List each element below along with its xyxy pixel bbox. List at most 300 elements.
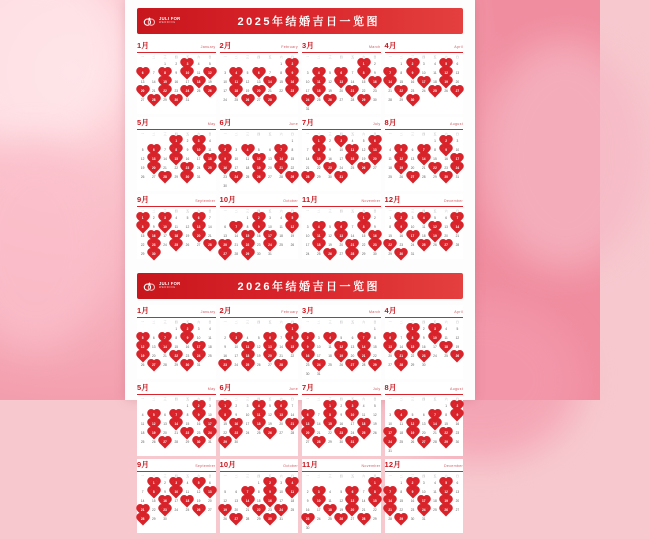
lucky-day-cell: 3: [347, 402, 358, 411]
month-header: [220, 40, 299, 53]
day-cell-empty: [220, 479, 231, 488]
weekday-label: 一: [141, 397, 145, 401]
day-cell: 1: [280, 62, 283, 66]
calendar-2026: [125, 273, 475, 539]
day-cell: 3: [306, 71, 309, 75]
day-cell: 10: [305, 80, 310, 84]
month-number-label: 7月: [302, 118, 315, 127]
day-cell: 13: [421, 422, 426, 426]
month-english-label: May: [207, 387, 216, 391]
day-cell: 11: [433, 71, 437, 75]
month-english-label: August: [450, 122, 463, 126]
day-cell: 2: [422, 327, 425, 331]
weekday-label: 日: [373, 397, 377, 401]
lucky-day-cell: 19: [407, 429, 418, 438]
weekday-label: 六: [197, 474, 201, 478]
weekday-label: 日: [373, 132, 377, 136]
day-cell: 3: [209, 404, 211, 408]
days-grid: [302, 325, 381, 379]
weekday-label: 六: [279, 55, 283, 59]
lucky-day-cell: 19: [441, 497, 452, 506]
lucky-day-cell: 11: [347, 146, 358, 155]
weekday-label: 三: [246, 55, 250, 59]
weekday-label: 六: [362, 474, 366, 478]
weekday-label: 三: [163, 397, 167, 401]
calendar-banner: [137, 273, 463, 299]
day-cell: 21: [421, 166, 426, 170]
day-cell: 14: [350, 80, 355, 84]
weekday-label: 二: [399, 55, 403, 59]
weekday-label: 六: [279, 132, 283, 136]
day-cell: 15: [152, 499, 156, 503]
day-cell: 12: [185, 225, 190, 229]
day-cell: 25: [328, 517, 332, 521]
day-cell: 6: [209, 481, 211, 485]
lucky-day-cell: 12: [429, 223, 440, 232]
weekday-label: 三: [328, 474, 332, 478]
weekday-label: 三: [163, 55, 167, 59]
month-number-label: 5月: [137, 383, 150, 392]
day-cell: 12: [140, 157, 145, 161]
day-cell: 7: [400, 336, 403, 340]
lucky-day-cell: 18: [324, 506, 335, 515]
lucky-day-cell: 17: [264, 232, 275, 241]
day-cell: 11: [245, 157, 250, 161]
weekday-label: 四: [339, 55, 343, 59]
lucky-day-cell: 27: [418, 438, 429, 447]
month-header: [385, 459, 464, 472]
calendar-banner: [137, 8, 463, 34]
day-cell: 6: [456, 481, 459, 485]
day-cell-empty: [347, 60, 358, 69]
weekday-label: 三: [411, 132, 415, 136]
lucky-day-cell: 12: [253, 155, 264, 164]
day-cell: 25: [444, 354, 448, 358]
lucky-day-cell: 20: [137, 87, 148, 96]
weekday-label: 二: [234, 55, 238, 59]
day-cell: 26: [433, 243, 437, 247]
lucky-day-cell: 14: [242, 497, 253, 506]
lucky-day-cell: 18: [204, 155, 215, 164]
day-cell: 6: [411, 148, 414, 152]
lucky-day-cell: 31: [347, 438, 358, 447]
day-cell: 2: [224, 336, 226, 340]
weekday-label: 一: [223, 320, 227, 324]
days-grid: [137, 325, 216, 370]
weekday-label: 三: [411, 55, 415, 59]
day-cell: 16: [339, 422, 344, 426]
day-cell: 13: [350, 345, 355, 349]
month-number-label: 3月: [302, 306, 315, 315]
lucky-day-cell: 2: [396, 214, 407, 223]
day-cell: 28: [234, 252, 239, 256]
lucky-day-cell: 16: [369, 232, 380, 241]
lucky-day-cell: 11: [253, 411, 264, 420]
month-header: [137, 117, 216, 130]
day-cell: 25: [317, 98, 321, 102]
lucky-day-cell: 5: [287, 214, 298, 223]
lucky-day-cell: 10: [171, 488, 182, 497]
lucky-day-cell: 5: [137, 334, 148, 343]
day-cell: 23: [410, 89, 415, 93]
day-cell: 30: [328, 175, 332, 179]
day-cell-empty: [302, 479, 313, 488]
weekday-label: 二: [152, 397, 156, 401]
day-cell: 14: [290, 413, 295, 417]
day-cell: 12: [373, 413, 377, 417]
weekday-label: 四: [257, 132, 261, 136]
weekday-label: 二: [152, 320, 156, 324]
day-cell: 10: [455, 148, 460, 152]
lucky-day-cell: 4: [287, 479, 298, 488]
day-cell: 30: [339, 440, 344, 444]
day-cell: 4: [280, 216, 283, 220]
weekday-label: 日: [290, 397, 294, 401]
weekday-label: 三: [246, 320, 250, 324]
month-number-label: 3月: [302, 41, 315, 50]
day-cell: 10: [234, 345, 239, 349]
day-cell: 8: [374, 336, 376, 340]
weekday-label: 六: [279, 320, 283, 324]
weekday-label: 五: [268, 474, 272, 478]
lucky-day-cell: 23: [336, 429, 347, 438]
lucky-day-cell: 26: [441, 506, 452, 515]
day-cell: 10: [268, 225, 272, 229]
lucky-day-cell: 11: [242, 343, 253, 352]
day-cell: 31: [317, 372, 321, 376]
lucky-day-cell: 23: [231, 429, 242, 438]
day-cell: 14: [152, 80, 156, 84]
day-cell-empty: [220, 60, 231, 69]
month-block: [137, 117, 216, 191]
weekday-label: 二: [317, 132, 321, 136]
calendar-2025: [125, 8, 475, 265]
lucky-day-cell: 7: [242, 488, 253, 497]
day-cell: 17: [433, 345, 437, 349]
day-cell: 6: [152, 336, 155, 340]
day-cell: 27: [140, 98, 145, 102]
lucky-day-cell: 6: [336, 69, 347, 78]
days-grid: [302, 60, 381, 114]
weekday-header-row: [302, 397, 381, 401]
month-number-label: 1月: [137, 306, 150, 315]
day-cell: 13: [223, 234, 227, 238]
day-cell: 23: [196, 431, 201, 435]
day-cell: 13: [163, 422, 167, 426]
weekday-header-row: [220, 55, 299, 59]
month-block: [385, 305, 464, 379]
weekday-label: 日: [455, 397, 459, 401]
month-header: [220, 305, 299, 318]
lucky-day-cell: 7: [385, 69, 396, 78]
day-cell: 8: [434, 148, 436, 152]
days-grid: [220, 137, 299, 191]
lucky-day-cell: 5: [148, 411, 159, 420]
day-cell: 4: [445, 327, 448, 331]
weekday-label: 一: [306, 55, 310, 59]
weekday-label: 一: [388, 397, 392, 401]
day-cell: 6: [456, 62, 459, 66]
month-english-label: May: [207, 122, 216, 126]
day-cell: 4: [175, 216, 178, 220]
day-cell-empty: [231, 137, 242, 146]
day-cell-empty: [148, 60, 159, 69]
days-grid: [385, 325, 464, 370]
day-cell: 16: [410, 80, 415, 84]
weekday-label: 一: [141, 209, 145, 213]
day-cell: 5: [257, 148, 260, 152]
day-cell: 5: [224, 490, 226, 494]
lucky-day-cell: 18: [182, 497, 193, 506]
day-cell: 28: [290, 431, 295, 435]
month-number-label: 8月: [384, 118, 397, 127]
brand-text: [159, 17, 180, 25]
weekday-header-row: [137, 320, 216, 324]
day-cell: 14: [317, 422, 321, 426]
day-cell: 31: [279, 517, 283, 521]
day-cell: 11: [140, 422, 145, 426]
day-cell: 15: [399, 80, 404, 84]
day-cell: 26: [140, 363, 145, 367]
month-number-label: 8月: [384, 383, 397, 392]
weekday-label: 四: [422, 474, 426, 478]
day-cell-empty: [302, 60, 313, 69]
weekday-label: 六: [444, 55, 448, 59]
month-number-label: 9月: [137, 460, 150, 469]
brand-subtitle: WEDDING: [159, 286, 176, 290]
day-cell: 24: [305, 252, 310, 256]
lucky-day-cell: 29: [396, 515, 407, 524]
day-cell: 21: [163, 354, 167, 358]
day-cell: 20: [444, 234, 448, 238]
lucky-day-cell: 15: [171, 155, 182, 164]
day-cell: 21: [388, 89, 392, 93]
weekday-label: 日: [373, 474, 377, 478]
day-cell: 5: [329, 71, 331, 75]
day-cell-empty: [264, 137, 275, 146]
lucky-day-cell: 31: [336, 173, 347, 182]
lucky-day-cell: 17: [204, 420, 215, 429]
day-cell: 29: [410, 363, 415, 367]
day-cell: 28: [421, 175, 426, 179]
lucky-day-cell: 24: [204, 429, 215, 438]
day-cell: 30: [410, 517, 415, 521]
day-cell: 30: [455, 440, 460, 444]
day-cell: 26: [373, 431, 377, 435]
day-cell: 21: [208, 234, 212, 238]
day-cell: 19: [268, 422, 272, 426]
day-cell: 11: [362, 413, 366, 417]
day-cell: 10: [339, 148, 344, 152]
lucky-day-cell: 19: [220, 506, 231, 515]
lucky-day-cell: 19: [253, 164, 264, 173]
day-cell: 18: [433, 80, 437, 84]
days-grid: [302, 479, 381, 533]
weekday-label: 四: [339, 132, 343, 136]
day-cell: 22: [279, 89, 283, 93]
day-cell: 13: [256, 80, 261, 84]
month-header: [385, 117, 464, 130]
lucky-day-cell: 24: [182, 87, 193, 96]
month-header: [302, 194, 381, 207]
lucky-day-cell: 26: [324, 250, 335, 259]
lucky-day-cell: 10: [313, 497, 324, 506]
month-english-label: October: [283, 464, 298, 468]
day-cell: 22: [361, 243, 366, 247]
weekday-label: 六: [444, 209, 448, 213]
day-cell: 10: [421, 71, 426, 75]
lucky-day-cell: 28: [204, 241, 215, 250]
day-cell: 21: [361, 508, 366, 512]
weekday-header-row: [302, 209, 381, 213]
day-cell: 25: [317, 252, 321, 256]
lucky-day-cell: 16: [148, 232, 159, 241]
day-cell: 23: [410, 508, 415, 512]
lucky-day-cell: 9: [452, 411, 463, 420]
day-cell: 7: [269, 71, 271, 75]
day-cell: 8: [291, 148, 294, 152]
weekday-header-row: [385, 320, 464, 324]
day-cell: 4: [434, 62, 436, 66]
day-cell-empty: [396, 325, 407, 334]
month-number-label: 12月: [384, 195, 401, 204]
day-cell: 11: [279, 225, 283, 229]
lucky-day-cell: 19: [336, 352, 347, 361]
day-cell: 11: [328, 499, 332, 503]
day-cell: 2: [374, 216, 376, 220]
day-cell: 7: [141, 490, 144, 494]
lucky-day-cell: 1: [287, 325, 298, 334]
weekday-label: 日: [455, 132, 459, 136]
day-cell: 30: [421, 363, 426, 367]
weekday-label: 三: [163, 209, 167, 213]
day-cell: 10: [410, 225, 415, 229]
day-cell: 28: [388, 98, 392, 102]
weekday-label: 三: [328, 209, 332, 213]
day-cell-empty: [231, 479, 242, 488]
lucky-day-cell: 14: [171, 420, 182, 429]
weekday-label: 六: [444, 132, 448, 136]
day-cell: 30: [305, 372, 310, 376]
month-block: [385, 40, 464, 114]
day-cell: 31: [268, 252, 272, 256]
lucky-day-cell: 18: [171, 232, 182, 241]
day-cell: 16: [185, 345, 190, 349]
lucky-day-cell: 7: [418, 146, 429, 155]
month-block: [220, 117, 299, 191]
lucky-day-cell: 24: [276, 506, 287, 515]
day-cell: 16: [305, 508, 310, 512]
weekday-label: 六: [197, 55, 201, 59]
day-cell: 28: [174, 440, 179, 444]
weekday-label: 日: [208, 474, 212, 478]
day-cell: 12: [361, 148, 366, 152]
lucky-day-cell: 3: [336, 137, 347, 146]
day-cell: 9: [374, 71, 376, 75]
day-cell-empty: [418, 402, 429, 411]
weekday-label: 六: [362, 132, 366, 136]
lucky-day-cell: 29: [242, 250, 253, 259]
weekday-label: 四: [174, 320, 178, 324]
day-cell: 12: [328, 234, 332, 238]
day-cell: 21: [433, 431, 437, 435]
lucky-day-cell: 26: [193, 506, 204, 515]
month-block: [137, 194, 216, 259]
day-cell: 3: [197, 327, 200, 331]
weekday-label: 日: [373, 55, 377, 59]
lucky-day-cell: 18: [313, 87, 324, 96]
day-cell: 23: [455, 431, 460, 435]
lucky-day-cell: 18: [231, 87, 242, 96]
month-block: [137, 305, 216, 379]
lucky-day-cell: 9: [302, 343, 313, 352]
lucky-day-cell: 18: [253, 420, 264, 429]
weekday-label: 六: [279, 397, 283, 401]
day-cell: 18: [328, 354, 332, 358]
lucky-day-cell: 12: [137, 343, 148, 352]
lucky-day-cell: 1: [358, 214, 369, 223]
day-cell: 28: [455, 243, 460, 247]
weekday-label: 日: [290, 320, 294, 324]
day-cell: 20: [421, 431, 426, 435]
lucky-day-cell: 27: [452, 87, 463, 96]
day-cell: 16: [185, 157, 190, 161]
day-cell: 25: [328, 363, 332, 367]
month-block: [220, 382, 299, 456]
day-cell: 26: [444, 89, 448, 93]
day-cell: 31: [305, 107, 310, 111]
lucky-day-cell: 20: [220, 241, 231, 250]
lucky-day-cell: 2: [220, 146, 231, 155]
day-cell: 13: [455, 71, 460, 75]
lucky-day-cell: 5: [396, 146, 407, 155]
lucky-day-cell: 8: [171, 146, 182, 155]
day-cell: 15: [174, 345, 179, 349]
day-cell: 12: [455, 336, 460, 340]
month-english-label: June: [289, 122, 298, 126]
month-block: [137, 459, 216, 533]
month-english-label: November: [361, 199, 381, 203]
day-cell: 24: [317, 517, 321, 521]
day-cell: 12: [245, 80, 250, 84]
day-cell: 3: [235, 148, 238, 152]
lucky-day-cell: 10: [193, 146, 204, 155]
day-cell: 19: [208, 80, 212, 84]
lucky-day-cell: 24: [264, 241, 275, 250]
day-cell: 31: [421, 517, 426, 521]
day-cell: 25: [196, 89, 201, 93]
lucky-day-cell: 22: [385, 241, 396, 250]
day-cell: 7: [317, 413, 320, 417]
lucky-day-cell: 29: [287, 173, 298, 182]
days-grid: [137, 402, 216, 447]
lucky-day-cell: 27: [441, 241, 452, 250]
weekday-header-row: [137, 474, 216, 478]
weekday-label: 二: [152, 209, 156, 213]
days-grid: [385, 479, 464, 524]
weekday-label: 四: [339, 209, 343, 213]
day-cell: 5: [434, 216, 436, 220]
day-cell: 21: [234, 243, 239, 247]
day-cell-empty: [407, 402, 418, 411]
weekday-label: 四: [339, 397, 343, 401]
day-cell: 19: [196, 499, 201, 503]
day-cell: 19: [185, 234, 190, 238]
lucky-day-cell: 13: [302, 420, 313, 429]
lucky-day-cell: 15: [159, 78, 170, 87]
day-cell: 1: [186, 404, 189, 408]
day-cell: 2: [186, 139, 189, 143]
